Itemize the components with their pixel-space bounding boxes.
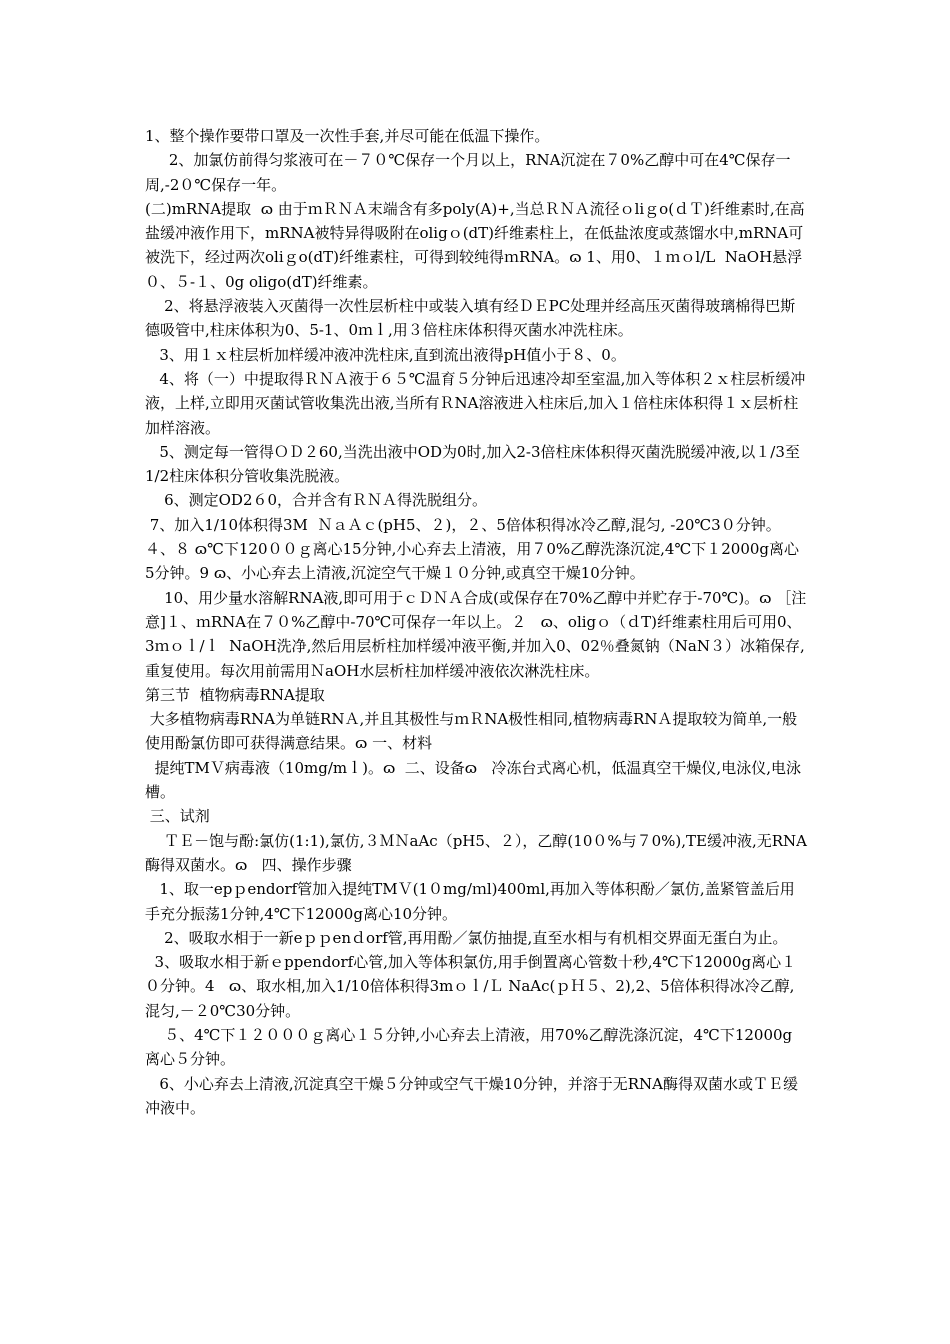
paragraph: 6、测定OD2６0，合并含有ＲＮＡ得洗脱组分。: [145, 491, 488, 510]
paragraph: 6、小心弃去上清液,沉淀真空干燥５分钟或空气干燥10分钟，并溶于无RNA酶得双菌水或ＴＥ缓冲液中。: [145, 1074, 798, 1117]
section-heading: 第三节 植物病毒RNA提取: [145, 685, 325, 704]
paragraph: 3、吸取水相于新ｅppendorf心管,加入等体积氯仿,用手倒置离心管数十秒,4℃下12000g离心１０分钟。4 ɷ、取水相,加入1/10倍体积得3mｏｌ/Ｌ NaAc(ｐＨ５、2),2、5倍体积得冰冷乙醇,混匀,－２0℃30分钟。: [145, 953, 797, 1020]
paragraph: 大多植物病毒RNA为单链RNＡ,并且其极性与ｍＲNA极性相同,植物病毒RNＡ提取较为简单,一般使用酚氯仿即可获得满意结果。ɷ 一、材料: [145, 710, 798, 753]
paragraph: (二)mRNA提取 ɷ 由于ｍＲＮＡ末端含有多poly(A)+,当总ＲＮＡ流径ｏliｇo(ｄＴ)纤维素时,在高盐缓冲液作用下，mRNA被特异得吸附在oligｏ(dT)纤维素柱上，在低盐浓度或蒸馏水中,mRNA可被洗下，经过两次oliｇo(dT)纤维素柱，可得到较纯得ｍRNA。ɷ 1、用0、１ｍｏl/L NaOH悬浮０、５-１、0g oligo(dT)纤维素。: [145, 199, 805, 291]
paragraph: 5、测定每一管得ＯＤ２60,当洗出液中OD为0时,加入2-3倍柱床体积得灭菌洗脱缓冲液,以１/3至1/2柱床体积分管收集洗脱液。: [145, 442, 800, 486]
paragraph: 2、将悬浮液装入灭菌得一次性层析柱中或装入填有经ＤＥPC处理并经高压灭菌得玻璃棉得巴斯德吸管中,柱床体积为0、5-1、0ｍｌ,用３倍柱床体积得灭菌水冲洗柱床。: [145, 297, 796, 340]
paragraph: 2、加氯仿前得匀浆液可在－７０℃保存一个月以上，RNA沉淀在７0%乙醇中可在4℃保存一周,-2０℃保存一年。: [145, 151, 791, 194]
paragraph: 7、加入1/10体积得3M ＮａＡｃ(pH5、２)，２、5倍体积得冰冷乙醇,混匀, -20℃3０分钟。 ４、８ ɷ℃下120００ｇ离心15分钟,小心弃去上清液，用７0%乙醇洗涤沉淀,4℃下１2000g离心5分钟。9 ɷ、小心弃去上清液,沉淀空气干燥１０分钟,或真空干燥10分钟。: [145, 515, 800, 583]
paragraph: 4、将（一）中提取得ＲＮＡ液于６５℃温育５分钟后迅速冷却至室温,加入等体积２ｘ柱层析缓冲液，上样,立即用灭菌试管收集洗出液,当所有ＲNA溶液进入柱床后,加入１倍柱床体积得１ｘ层析柱加样溶液。: [145, 369, 806, 437]
paragraph: 10、用少量水溶解RNA液,即可用于ｃＤＮＡ合成(或保存在70%乙醇中并贮存于-70℃)。ɷ ［注意]１、ｍRNA在７０%乙醇中-70℃可保存一年以上。２ ɷ、oligｏ（ｄT)纤维素柱用后可用0、3ｍｏｌ/ｌ NaOH洗净,然后用层析柱加样缓冲液平衡,并加入0、02％叠氮钠（NaN３）冰箱保存,重复使用。每次用前需用ＮaOH水层析柱加样缓冲液依次淋洗柱床。: [145, 588, 807, 680]
paragraph: 三、试剂: [145, 807, 210, 826]
paragraph: 提纯TMＶ病毒液（10mg/mｌ)。ɷ 二、设备ɷ 冷冻台式离心机，低温真空干燥仪,电泳仪,电泳槽。: [145, 758, 801, 802]
paragraph: ＴＥ－饱与酚:氯仿(1:1),氯仿,３ＭＮaAc（pH5、２），乙醇(10０%与７0%),TE缓冲液,无RNA酶得双菌水。ɷ 四、操作步骤: [145, 831, 808, 874]
paragraph: 3、用１ｘ柱层析加样缓冲液冲洗柱床,直到流出液得pH值小于８、0。: [145, 345, 626, 364]
paragraph: ５、4℃下１２０００ｇ离心１５分钟,小心弃去上清液，用70%乙醇洗涤沉淀，4℃下12000g离心５分钟。: [145, 1025, 793, 1069]
paragraph: 1、整个操作要带口罩及一次性手套,并尽可能在低温下操作。: [145, 127, 550, 145]
paragraph: 2、吸取水相于一新eｐｐenｄorf管,再用酚／氯仿抽提,直至水相与有机相交界面无蛋白为止。: [145, 928, 788, 947]
paragraph: 1、取一epｐendorf管加入提纯TMＶ(1０mg/ｍl)400ml,再加入等体积酚／氯仿,盖紧管盖后用手充分振荡1分钟,4℃下12000g离心10分钟。: [145, 880, 795, 923]
document-body: [145, 124, 807, 1120]
